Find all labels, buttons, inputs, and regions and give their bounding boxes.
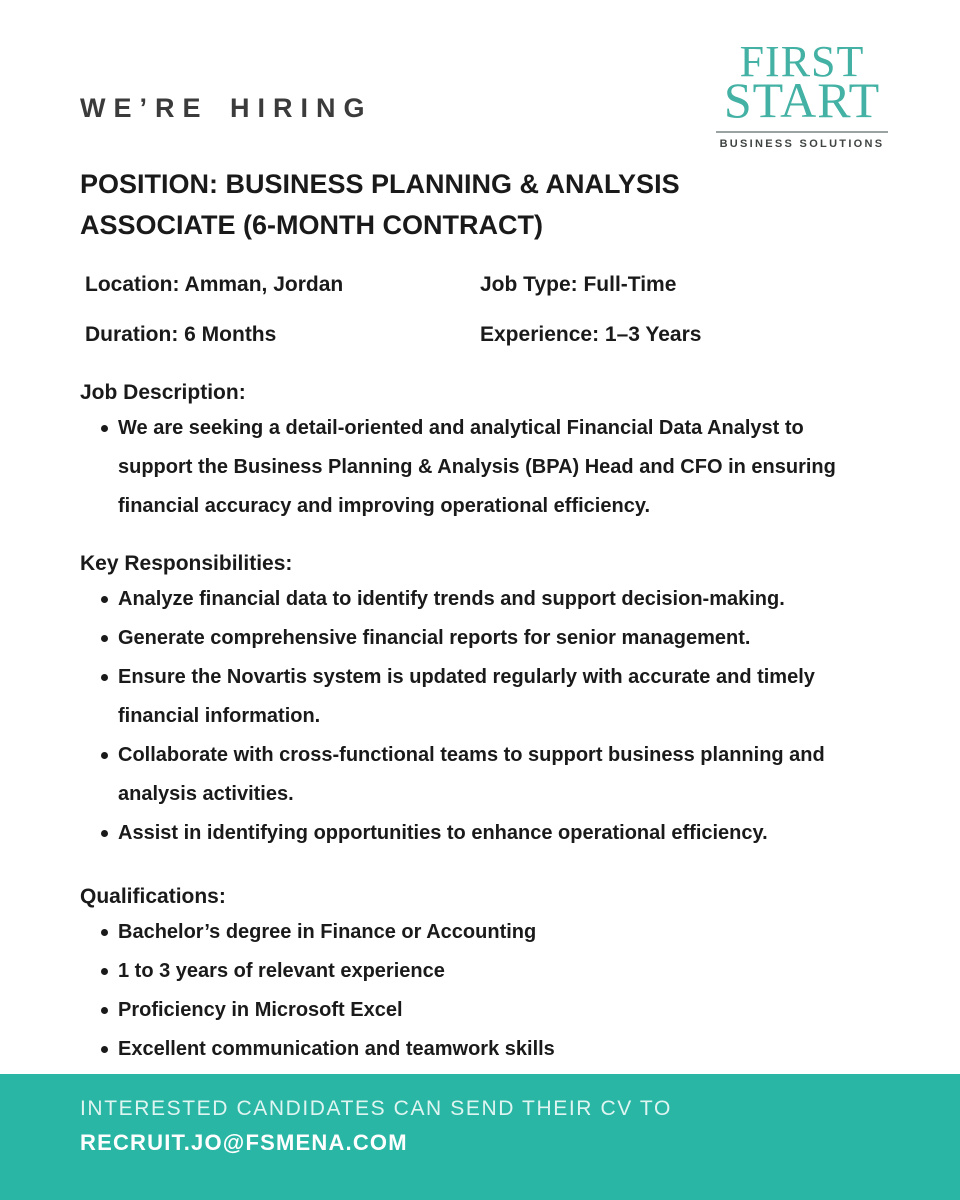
section-qualifications <box>80 885 960 1069</box>
footer-banner <box>0 1074 960 1200</box>
section-key-responsibilities <box>80 552 960 853</box>
bullet-item: 1 to 3 years of relevant experience <box>80 952 875 991</box>
detail-duration: Duration: 6 Months <box>85 323 277 346</box>
detail-experience: Experience: 1–3 Years <box>480 323 702 346</box>
section-heading: Key Responsibilities: <box>80 552 293 575</box>
section-heading: Qualifications: <box>80 885 226 908</box>
logo-tagline: BUSINESS SOLUTIONS <box>719 138 885 150</box>
bullet-item: We are seeking a detail-oriented and analytical Financial Data Analyst to support the Business Planning & Analysis (BPA) Head and CFO in ensuring financial accuracy and improving operational efficiency. <box>80 409 875 526</box>
bullet-list <box>80 580 960 853</box>
footer-cta-text: INTERESTED CANDIDATES CAN SEND THEIR CV TO <box>80 1097 672 1120</box>
bullet-item: Proficiency in Microsoft Excel <box>80 991 875 1030</box>
bullet-item: Bachelor’s degree in Finance or Accounting <box>80 913 875 952</box>
bullet-list <box>80 409 960 526</box>
logo-word-first: FIRST <box>739 37 865 86</box>
company-logo <box>716 37 888 150</box>
logo-word-start: START <box>716 75 888 133</box>
section-job-description <box>80 381 960 526</box>
detail-job-type: Job Type: Full-Time <box>480 273 677 296</box>
bullet-item: Assist in identifying opportunities to enhance operational efficiency. <box>80 814 875 853</box>
position-title: POSITION: BUSINESS PLANNING & ANALYSIS ASSOCIATE (6-MONTH CONTRACT) <box>80 169 680 240</box>
bullet-item: Ensure the Novartis system is updated regularly with accurate and timely financial information. <box>80 658 875 736</box>
job-details-grid <box>85 273 960 347</box>
hiring-heading: WE’RE HIRING <box>80 93 373 123</box>
footer-email: RECRUIT.JO@FSMENA.COM <box>80 1130 408 1155</box>
bullet-item: Collaborate with cross-functional teams to support business planning and analysis activities. <box>80 736 875 814</box>
bullet-item: Analyze financial data to identify trends and support decision-making. <box>80 580 875 619</box>
bullet-item: Excellent communication and teamwork skills <box>80 1030 875 1069</box>
section-heading: Job Description: <box>80 381 246 404</box>
bullet-item: Generate comprehensive financial reports for senior management. <box>80 619 875 658</box>
detail-location: Location: Amman, Jordan <box>85 273 344 296</box>
bullet-list <box>80 913 960 1069</box>
